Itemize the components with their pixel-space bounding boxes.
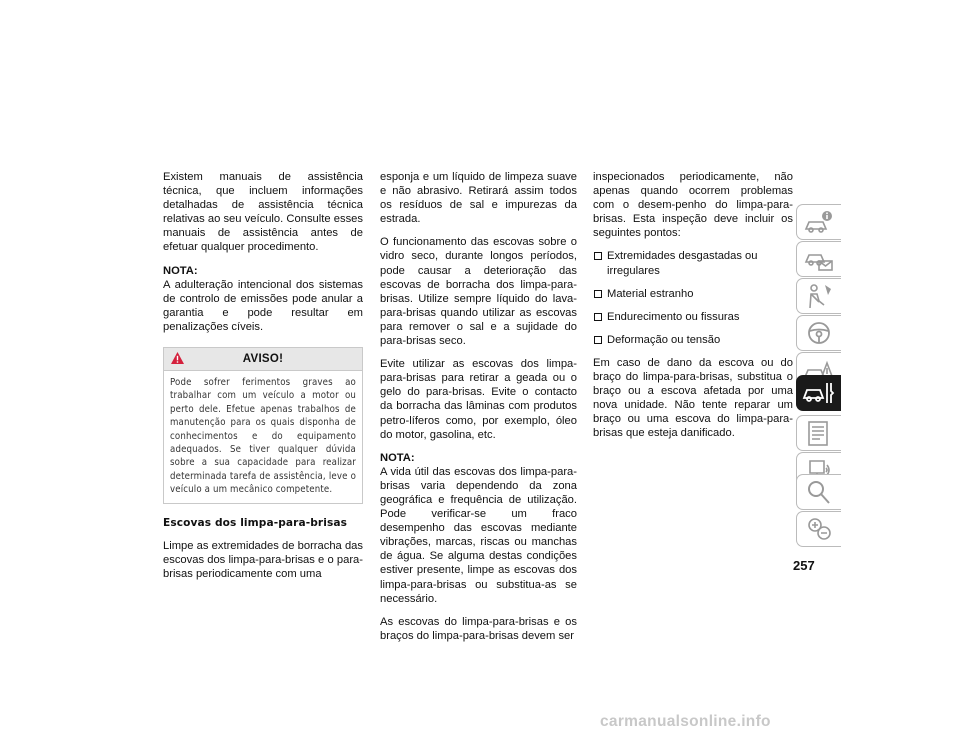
checkbox-bullet-icon	[594, 313, 602, 321]
list-item: Deformação ou tensão	[593, 333, 793, 347]
column-3	[593, 170, 793, 450]
warning-header	[164, 348, 362, 371]
column-1	[163, 170, 363, 590]
note-text: A adulteração intencional dos sistemas de controlo de emissões pode anular a garantia e pode resultar em penalizações cíveis.	[163, 278, 363, 333]
checkbox-bullet-icon	[594, 290, 602, 298]
paragraph: Evite utilizar as escovas dos limpa-para-brisas para retirar a geada ou o gelo do para-brisas. Evite o contacto da borracha das lâminas com produtos petro-líferos como, por exemplo, óleo do motor, gasolina, etc.	[380, 358, 577, 441]
chapter-tab-safety[interactable]	[796, 278, 841, 314]
warning-box	[163, 347, 363, 504]
section-title: Escovas dos limpa-para-brisas	[163, 516, 348, 529]
chapter-tab-language[interactable]	[796, 511, 841, 547]
intro-paragraph: Existem manuais de assistência técnica, que incluem informações detalhadas de assistência técnica relativas ao seu veículo. Consulte esses manuais de assistência antes de efetuar qualquer procedimento.	[163, 171, 363, 254]
chapter-tab-car-mail[interactable]	[796, 241, 841, 277]
list-item: Material estranho	[593, 287, 793, 301]
note-2	[380, 451, 577, 606]
paragraph: Em caso de dano da escova ou do braço do limpa-para-brisas, substitua o braço ou a escova afetada por uma nova unidade. Não tente reparar um braço ou uma escova do limpa-para-brisas que esteja danificado.	[593, 356, 793, 440]
list-item: Extremidades desgastadas ou irregulares	[593, 249, 793, 277]
language-icon	[802, 514, 836, 544]
paragraph: esponja e um líquido de limpeza suave e não abrasivo. Retirará assim todos os resíduos de sal e impurezas da estrada.	[380, 171, 577, 226]
paragraph: As escovas do limpa-para-brisas e os braços do limpa-para-brisas devem ser	[380, 615, 577, 642]
seatbelt-person-icon	[802, 281, 836, 311]
chapter-tab-index[interactable]	[796, 474, 841, 510]
note-label: NOTA:	[163, 264, 198, 277]
column-2	[380, 170, 577, 652]
note-1	[163, 264, 363, 334]
note-text: A vida útil das escovas dos limpa-para-brisas varia dependendo da zona geográfica e frequência de utilização. Pode verificar-se um fraco desempenho das escovas mediante vibrações, marcas, riscas ou manchas de água. Se alguma destas condições estiver presente, limpe as escovas dos limpa-para-brisas ou substitua-as se necessário.	[380, 465, 577, 605]
car-tools-icon	[802, 378, 836, 408]
magnifier-icon	[802, 477, 836, 507]
warning-text: Pode sofrer ferimentos graves ao trabalhar com um veículo a motor ou perto dele. Efetue apenas trabalhos de manutenção para os quais disponha de conhecimentos e do equipamento adequados. Se tiver qualquer dúvida sobre a sua capacidade para realizar determinada tarefa de assistência, leve o veículo a um mecânico competente.	[170, 377, 356, 496]
car-info-icon	[802, 207, 836, 237]
warning-triangle-icon	[170, 351, 185, 365]
list-item: Endurecimento ou fissuras	[593, 310, 793, 324]
watermark: carmanualsonline.info	[600, 713, 771, 730]
warning-title: AVISO!	[242, 353, 284, 366]
wiper-paragraph: Limpe as extremidades de borracha das escovas dos limpa-para-brisas e o para-brisas periodicamente com uma	[163, 539, 363, 580]
page-number: 257	[793, 558, 815, 573]
chapter-tab-driving[interactable]	[796, 315, 841, 351]
chapter-tab-service[interactable]	[796, 375, 841, 411]
paragraph: O funcionamento das escovas sobre o vidro seco, durante longos períodos, pode causar a deterioração das escovas de borracha dos limpa-para-brisas. Utilize sempre líquido do lava-para-brisas quando utilizar as escovas para remover o sal e a sujidade do para-brisas seco.	[380, 236, 577, 348]
checkbox-bullet-icon	[594, 336, 602, 344]
spec-list-icon	[802, 418, 836, 448]
car-mail-icon	[802, 244, 836, 274]
note-label: NOTA:	[380, 451, 415, 464]
checkbox-bullet-icon	[594, 252, 602, 260]
paragraph: inspecionados periodicamente, não apenas quando ocorrem problemas com o desem-penho do limpa-para-brisas. Esta inspeção deve incluir os seguintes pontos:	[593, 171, 793, 240]
chapter-tab-specs[interactable]	[796, 415, 841, 451]
chapter-tab-car-info[interactable]	[796, 204, 841, 240]
steering-wheel-icon	[802, 318, 836, 348]
